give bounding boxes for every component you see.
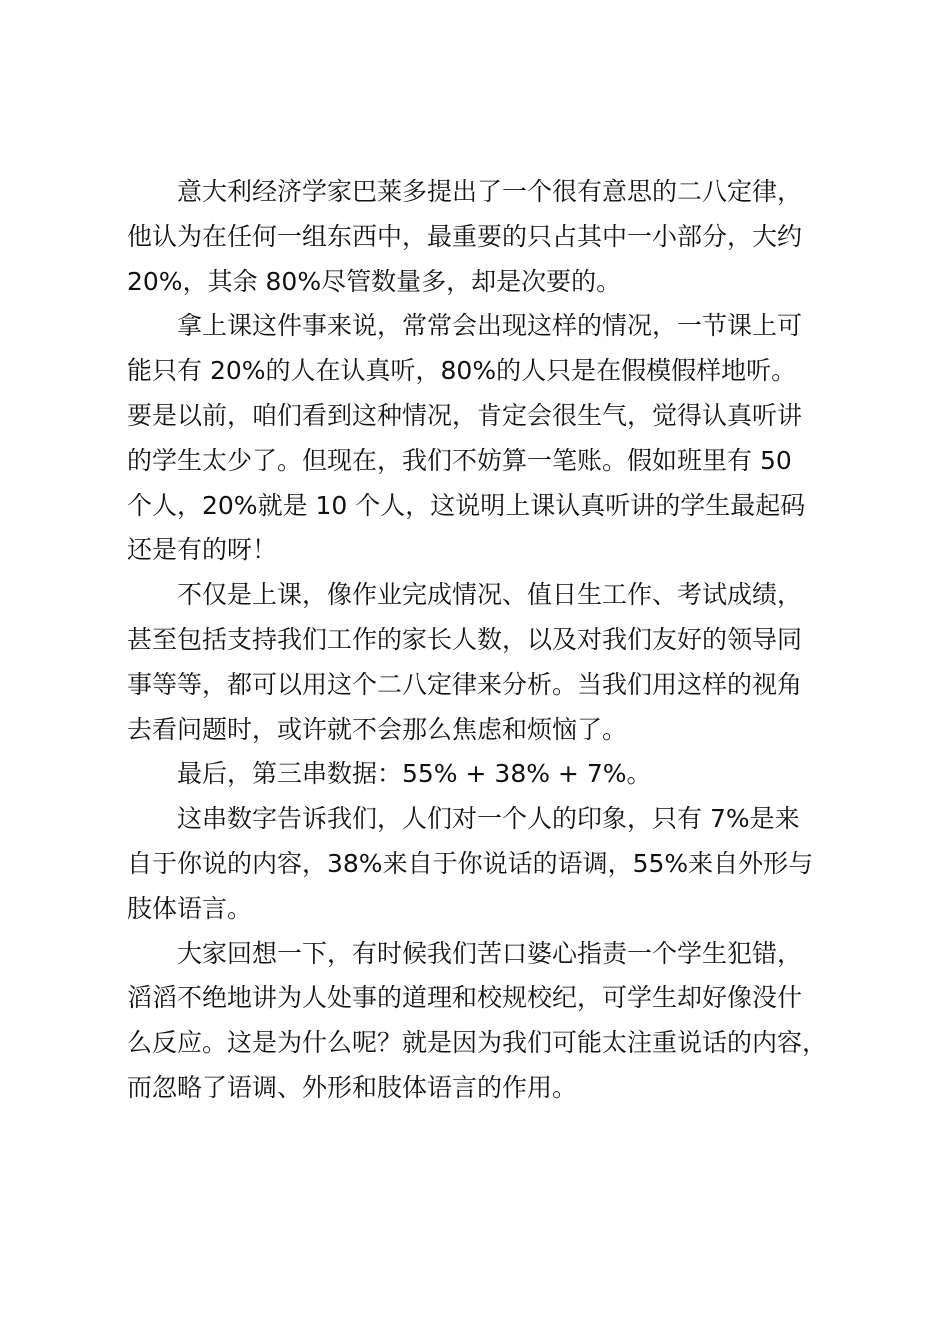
paragraph-line: 这串数字告诉我们，人们对一个人的印象，只有 7%是来 bbox=[177, 804, 800, 834]
paragraph-line: 甚至包括支持我们工作的家长人数，以及对我们友好的领导同 bbox=[127, 624, 803, 654]
paragraph-line: 么反应。这是为什么呢？就是因为我们可能太注重说话的内容， bbox=[127, 1028, 828, 1058]
paragraph-line: 大家回想一下，有时候我们苦口婆心指责一个学生犯错， bbox=[177, 938, 803, 968]
paragraph-line: 意大利经济学家巴莱多提出了一个很有意思的二八定律， bbox=[177, 177, 803, 206]
paragraph-line: 去看问题时，或许就不会那么焦虑和烦恼了。 bbox=[127, 714, 628, 744]
paragraph-line: 他认为在任何一组东西中，最重要的只占其中一小部分，大约 bbox=[127, 221, 803, 251]
paragraph-line: 肢体语言。 bbox=[127, 893, 253, 923]
paragraph-line: 而忽略了语调、外形和肢体语言的作用。 bbox=[127, 1072, 578, 1102]
paragraph bbox=[127, 932, 847, 1111]
paragraph-line: 事等等，都可以用这个二八定律来分析。当我们用这样的视角 bbox=[127, 669, 803, 699]
paragraph-line: 20%，其余 80%尽管数量多，却是次要的。 bbox=[127, 266, 622, 296]
paragraph-line: 还是有的呀！ bbox=[127, 535, 278, 565]
paragraph-line: 能只有 20%的人在认真听，80%的人只是在假模假样地听。 bbox=[127, 356, 797, 386]
paragraph-line: 自于你说的内容，38%来自于你说话的语调，55%来自外形与 bbox=[127, 848, 814, 878]
paragraph bbox=[127, 170, 847, 304]
paragraph bbox=[127, 573, 847, 752]
paragraph-line: 个人，20%就是 10 个人，这说明上课认真听讲的学生最起码 bbox=[127, 490, 806, 520]
document-body bbox=[127, 170, 847, 1111]
paragraph-line: 最后，第三串数据：55% + 38% + 7%。 bbox=[177, 759, 652, 789]
paragraph-line: 要是以前，咱们看到这种情况，肯定会很生气，觉得认真听讲 bbox=[127, 400, 803, 430]
paragraph-line: 不仅是上课，像作业完成情况、值日生工作、考试成绩， bbox=[177, 580, 803, 610]
paragraph bbox=[127, 752, 847, 797]
paragraph-line: 拿上课这件事来说，常常会出现这样的情况，一节课上可 bbox=[177, 311, 803, 341]
paragraph-line: 的学生太少了。但现在，我们不妨算一笔账。假如班里有 50 bbox=[127, 445, 792, 475]
paragraph bbox=[127, 304, 847, 573]
paragraph-line: 滔滔不绝地讲为人处事的道理和校规校纪，可学生却好像没什 bbox=[127, 983, 803, 1013]
paragraph bbox=[127, 797, 847, 931]
